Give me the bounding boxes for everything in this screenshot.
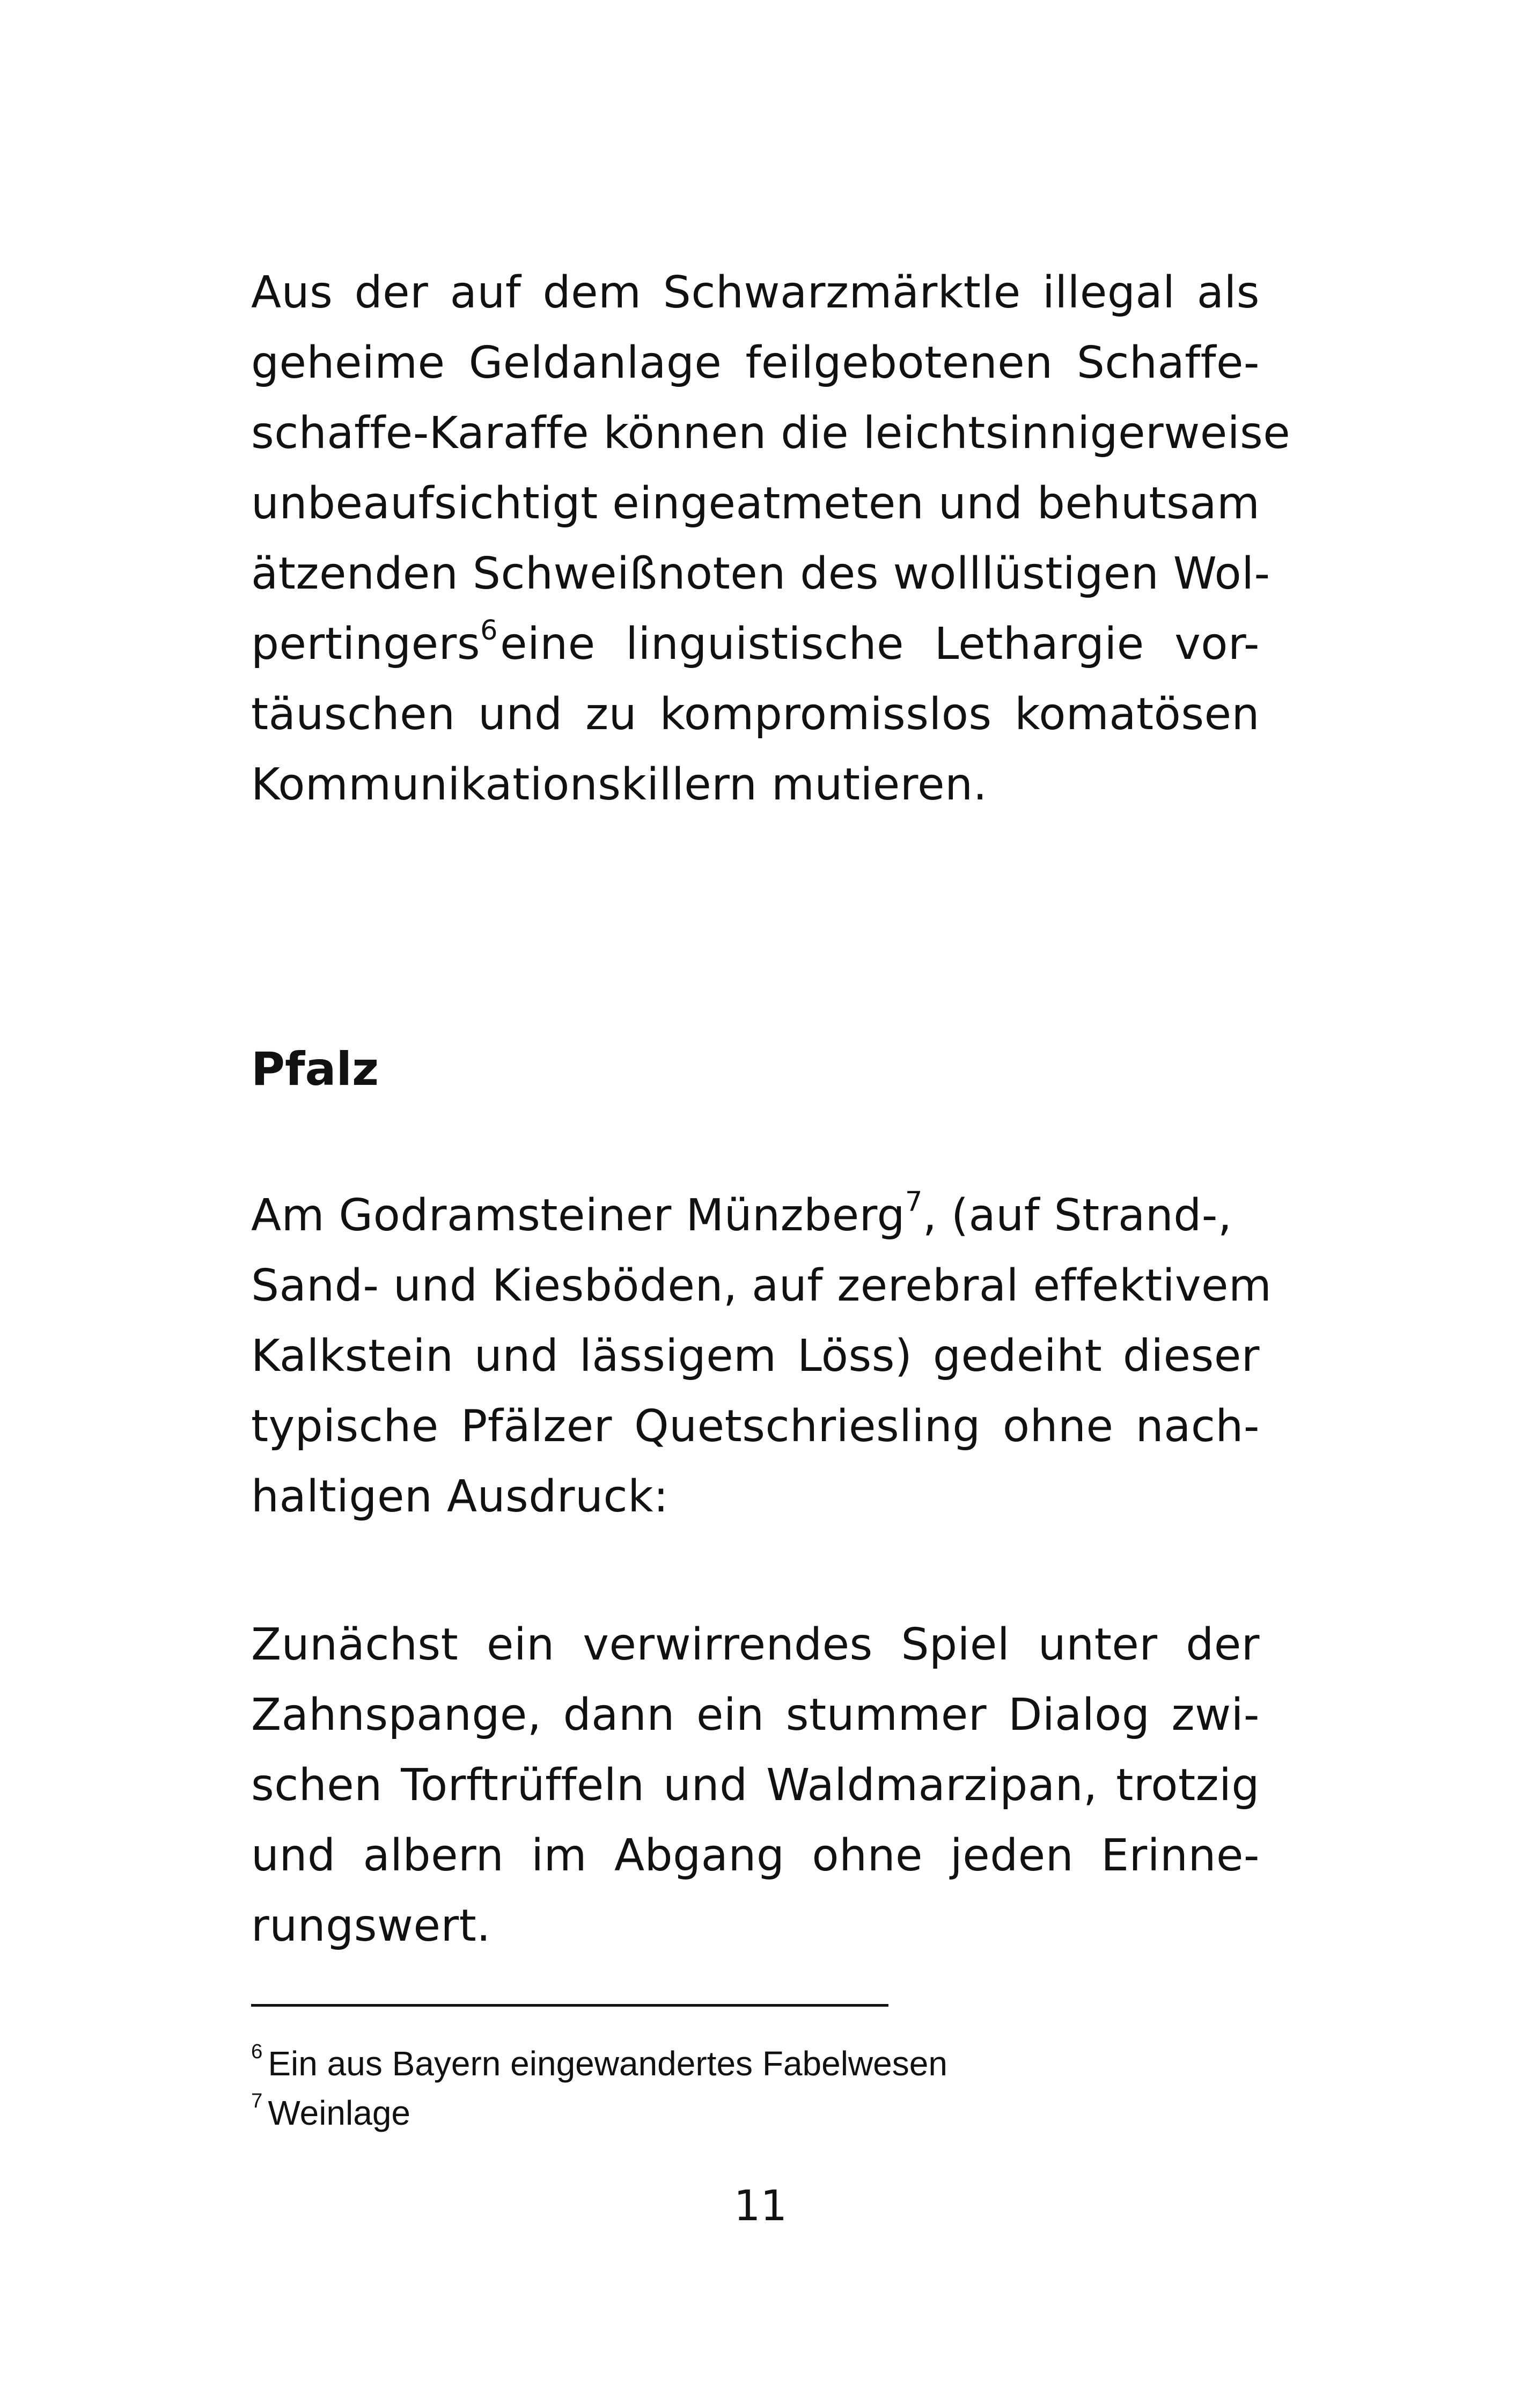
text-line: Kalkstein und lässigem Löss) gedeiht dieser — [251, 1331, 1260, 1382]
text-fragment: eine linguistische Lethargie vor- — [500, 619, 1260, 670]
text-line: haltigen Ausdruck: — [251, 1471, 669, 1522]
paragraph-2 — [251, 1180, 1272, 1532]
footnotes — [251, 2039, 947, 2138]
footnote-6 — [251, 2039, 947, 2088]
paragraph-1 — [251, 258, 1291, 820]
text-line: Zunächst ein verwirrendes Spiel unter der — [251, 1619, 1260, 1670]
text-line: Zahnspange, dann ein stummer Dialog zwi- — [251, 1690, 1260, 1741]
text-line: ätzenden Schweißnoten des wolllüstigen Wol- — [251, 548, 1270, 599]
text-line — [251, 1180, 1260, 1251]
text-line: typische Pfälzer Quetschriesling ohne nach- — [251, 1401, 1260, 1452]
footnote-number: 7 — [251, 2089, 263, 2113]
text-line: schaffe-Karaffe können die leichtsinnigerweise — [251, 408, 1291, 459]
text-line: und albern im Abgang ohne jeden Erinne- — [251, 1830, 1260, 1881]
section-heading: Pfalz — [251, 1043, 379, 1096]
text-line: Aus der auf dem Schwarzmärktle illegal als — [251, 267, 1260, 318]
text-line: täuschen und zu kompromisslos komatösen — [251, 689, 1260, 740]
text-fragment: Am Godramsteiner Münzberg$^7$, (auf Strand-, — [251, 1186, 1232, 1241]
text-line — [251, 609, 1260, 679]
text-line: Kommunikationskillern mutieren. — [251, 759, 988, 810]
text-fragment: pertingers$^6$ — [251, 614, 498, 670]
text-line: unbeaufsichtigt eingeatmeten und behutsam — [251, 478, 1260, 529]
text-line: rungswert. — [251, 1900, 491, 1951]
text-line: geheime Geldanlage feilgebotenen Schaffe- — [251, 337, 1260, 388]
footnote-text: Ein aus Bayern eingewandertes Fabelwesen — [268, 2044, 947, 2083]
text-line: schen Torftrüffeln und Waldmarzipan, trotzig — [251, 1760, 1260, 1811]
footnote-text: Weinlage — [268, 2094, 411, 2132]
text-line: Sand- und Kiesböden, auf zerebral effektivem — [251, 1260, 1272, 1311]
footnote-separator — [251, 2004, 888, 2007]
footnote-ref-7[interactable]: 7 — [905, 1186, 923, 1218]
paragraph-3 — [251, 1610, 1260, 1961]
page-number: 11 — [733, 2182, 788, 2230]
footnote-7 — [251, 2088, 947, 2138]
footnote-number: 6 — [251, 2040, 263, 2064]
footnote-ref-6[interactable]: 6 — [480, 614, 498, 647]
